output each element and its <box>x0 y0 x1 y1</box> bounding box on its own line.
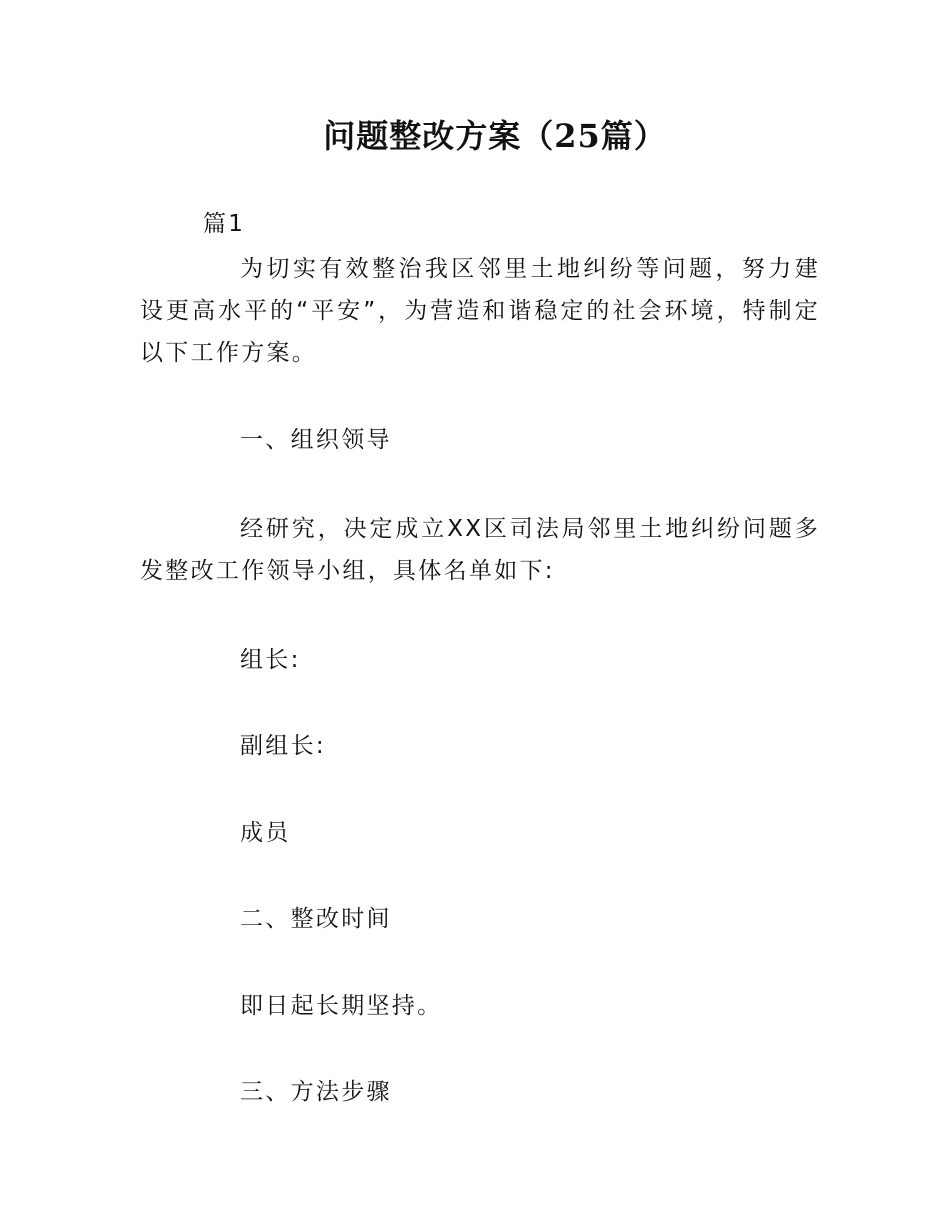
heading-method-steps: 三、方法步骤 <box>240 1079 392 1105</box>
deputy-leader-label: 副组长: <box>240 733 326 759</box>
intro-paragraph: 为切实有效整治我区邻里土地纠纷等问题，努力建设更高水平的“平安”，为营造和谐稳定的社会环境，特制定以下工作方案。 <box>140 256 820 366</box>
document-title: 问题整改方案（25篇） <box>323 117 667 155</box>
leader-label: 组长: <box>240 647 301 673</box>
section-label: 篇1 <box>203 211 246 237</box>
leadership-group-paragraph: 经研究，决定成立XX区司法局邻里土地纠纷问题多发整改工作领导小组，具体名单如下: <box>140 516 820 584</box>
rectification-time-paragraph: 即日起长期坚持。 <box>240 993 443 1019</box>
heading-organization-leadership: 一、组织领导 <box>240 427 392 453</box>
heading-rectification-time: 二、整改时间 <box>240 906 392 932</box>
members-label: 成员 <box>240 820 291 846</box>
